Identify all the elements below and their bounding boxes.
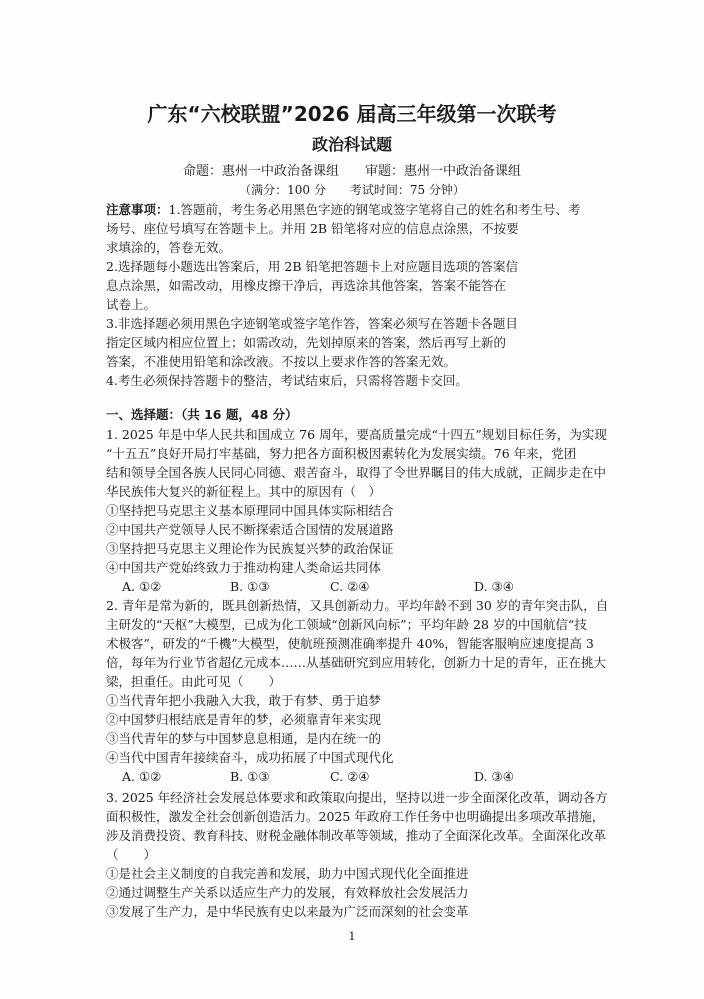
q1-stem-line: 结和领导全国各族人民同心同德、艰苦奋斗，取得了令世界瞩目的伟大成就，正阔步走在中 [106, 465, 607, 480]
q2-stem-line: 术极客”，研发的“千機”大模型，使航班预测准确率提升 40%，智能客服响应速度提高 3 [106, 636, 594, 651]
notes-line-3: 求填涂的，答卷无效。 [106, 240, 232, 255]
q3-stem-line: 面积极性，激发全社会创新创造活力。2025 年政府工作任务中也明确提出多项改革措施， [106, 809, 605, 824]
q2-item: ①当代青年把小我融入大我，敢于有梦、勇于追梦 [106, 693, 382, 708]
notes-line-9: 答案，不准使用铅笔和涂改液。不按以上要求作答的答案无效。 [106, 354, 457, 369]
q2-item: ③当代青年的梦与中国梦息息相通，是内在统一的 [106, 731, 382, 746]
page-number: 1 [348, 930, 356, 943]
q1-option-d: D. ③④ [474, 579, 514, 594]
q2-option-d: D. ③④ [474, 769, 514, 784]
q3-stem-line: （ ） [106, 847, 157, 862]
notes-line-6: 试卷上。 [106, 297, 157, 312]
q3-stem-line: 3. 2025 年经济社会发展总体要求和政策取向提出，坚持以进一步全面深化改革，调动各方 [106, 790, 608, 805]
q1-option-b: B. ①③ [230, 579, 270, 594]
q1-item: ④中国共产党始终致力于推动构建人类命运共同体 [106, 560, 382, 575]
q2-stem-line: 倍，每年为行业节省超亿元成本……从基础研究到应用转化，创新力十足的青年，正在挑大 [106, 655, 607, 670]
exam-title: 广东“六校联盟”2026 届高三年级第一次联考 [147, 102, 557, 126]
q1-item: ①坚持把马克思主义基本原理同中国具体实际相结合 [106, 503, 394, 518]
q3-item: ③发展了生产力，是中华民族有史以来最为广泛而深刻的社会变革 [106, 904, 469, 919]
q2-stem-line: 主研发的“天枢”大模型，已成为化工领域“创新风向标”；平均年龄 28 岁的中国航信“技 [106, 617, 587, 632]
score-time-line: （满分：100 分 考试时间：75 分钟） [239, 183, 465, 197]
authors-line: 命题：惠州一中政治备课组 审题：惠州一中政治备课组 [182, 164, 521, 179]
q1-item: ③坚持把马克思主义理论作为民族复兴梦的政治保证 [106, 541, 394, 556]
q3-stem-line: 涉及消费投资、教育科技、财税金融体制改革等领域，推动了全面深化改革。全面深化改革 [106, 828, 607, 843]
q1-option-c: C. ②④ [330, 579, 370, 594]
q2-item: ④当代中国青年接续奋斗，成功拓展了中国式现代化 [106, 750, 394, 765]
subject-title: 政治科试题 [311, 135, 392, 154]
notes-line-7: 3.非选择题必须用黑色字迹钢笔或签字笔作答，答案必须写在答题卡各题目 [106, 316, 518, 331]
q1-stem-line: 华民族伟大复兴的新征程上。其中的原因有（ ） [106, 484, 382, 499]
notes-line-1: 注意事项：1.答题前，考生务必用黑色字迹的钢笔或签字笔将自己的姓名和考生号、考 [106, 202, 581, 217]
q1-item: ②中国共产党领导人民不断探索适合国情的发展道路 [106, 522, 394, 537]
q1-stem-line: “十五五”良好开局打牢基础，努力把各方面积极因素转化为发展实绩。76 年来，党团 [106, 446, 577, 461]
q3-item: ①是社会主义制度的自我完善和发展，助力中国式现代化全面推进 [106, 866, 469, 881]
section-heading: 一、选择题：（共 16 题，48 分） [106, 407, 298, 422]
q2-option-b: B. ①③ [230, 769, 270, 784]
q2-item: ②中国梦归根结底是青年的梦，必须靠青年来实现 [106, 712, 382, 727]
q2-stem-line: 梁，担重任。由此可见（ ） [106, 674, 282, 689]
notes-line-4: 2.选择题每小题选出答案后，用 2B 铅笔把答题卡上对应题目选项的答案信 [106, 259, 519, 274]
notes-line-2: 场号、座位号填写在答题卡上。并用 2B 铅笔将对应的信息点涂黑，不按要 [106, 221, 519, 236]
q2-stem-line: 2. 青年是常为新的，既具创新热情，又具创新动力。平均年龄不到 30 岁的青年突击队，自 [106, 598, 609, 613]
q1-option-a: A. ①② [122, 579, 162, 594]
notes-line-5: 息点涂黑，如需改动，用橡皮擦干净后，再选涂其他答案，答案不能答在 [106, 278, 507, 293]
notes-line-10: 4.考生必须保持答题卡的整洁，考试结束后，只需将答题卡交回。 [106, 373, 468, 388]
q2-option-a: A. ①② [122, 769, 162, 784]
q3-item: ②通过调整生产关系以适应生产力的发展，有效释放社会发展活力 [106, 885, 469, 900]
notes-heading: 注意事项： [106, 202, 169, 217]
q1-stem-line: 1. 2025 年是中华人民共和国成立 76 周年，要高质量完成“十四五”规划目标任务，为实现 [106, 427, 607, 442]
q2-option-c: C. ②④ [330, 769, 370, 784]
notes-line-8: 指定区域内相应位置上；如需改动，先划掉原来的答案，然后再写上新的 [106, 335, 507, 350]
